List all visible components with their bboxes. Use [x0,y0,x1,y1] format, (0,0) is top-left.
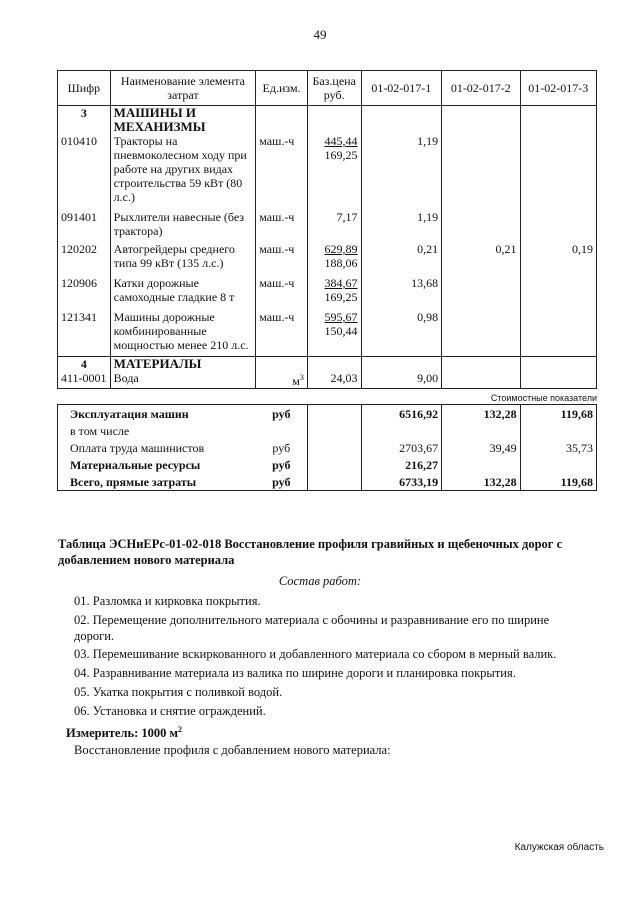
summary-value-1: 216,27 [361,456,442,473]
row-value-2 [442,134,520,210]
summary-value-1: 6516,92 [361,405,442,423]
section-title: МАШИНЫ И МЕХАНИЗМЫ [110,106,256,135]
summary-value-1: 2703,67 [361,439,442,456]
row-unit: $м^3$ [256,371,308,389]
row-value-3 [520,134,596,210]
table-row [58,210,597,242]
summary-value-1: 6733,19 [361,473,442,491]
summary-label: Материальные ресурсы [58,456,256,473]
work-item: 01. Разломка и кирковка покрытия. [74,594,261,608]
row-value-2 [442,210,520,242]
row-value-2 [442,310,520,356]
row-name: Тракторы на пневмоколесном ходу при работе на других видах строительства 59 кВт (80 л.с.) [110,134,256,210]
row-unit: маш.-ч [256,134,308,210]
footer-region: Калужская область [514,842,604,853]
row-unit: маш.-ч [256,310,308,356]
row-price-labor: 188,06 [324,256,358,270]
row-code: 091401 [58,210,111,242]
row-value-2 [442,276,520,310]
row-value-1: 0,21 [361,242,442,276]
header-col1: 01-02-017-1 [361,71,442,106]
section-number: 3 [58,106,111,135]
summary-value-3: 119,68 [520,473,596,491]
row-value-2: 0,21 [442,242,520,276]
resource-table [57,70,597,389]
description: Восстановление профиля с добавлением нового материала: [74,743,391,757]
summary-value-3: 35,73 [520,439,596,456]
row-code: 411-0001 [58,371,111,389]
row-value-1: 1,19 [361,210,442,242]
header-code: Шифр [58,71,111,106]
row-price: 445,44 [324,134,358,148]
work-item: 06. Установка и снятие ограждений. [74,704,266,718]
summary-value-2: 132,28 [442,473,520,491]
row-value-3: 0,19 [520,242,596,276]
page-number: 49 [313,27,327,42]
work-item: 05. Укатка покрытия с поливкой водой. [74,685,283,699]
row-price: 384,67 [324,276,358,290]
row-value-1: 0,98 [361,310,442,356]
summary-unit: руб [272,441,291,455]
table-row [58,242,597,276]
row-value-3 [520,210,596,242]
header-col3: 01-02-017-3 [520,71,596,106]
summary-unit: руб [272,407,291,421]
table-title: Таблица ЭСНиЕРс-01-02-018 Восстановление профиля гравийных и щебеночных дорог с добавлением нового материала [58,537,563,567]
row-code: 120906 [58,276,111,310]
row-value-3 [520,310,596,356]
summary-row [58,473,597,491]
row-name: Машины дорожные комбинированные мощностью менее 210 л.с. [110,310,256,356]
row-value-1: 9,00 [361,371,442,389]
summary-table [57,404,597,491]
table-header-row [58,71,597,106]
summary-label: Всего, прямые затраты [58,473,256,491]
summary-label: Оплата труда машинистов [58,439,256,456]
work-item: 04. Разравнивание материала из валика по ширине дороги и планировка покрытия. [74,666,516,680]
work-item: 03. Перемешивание вскиркованного и добавленного материала со сбором в мерный валик. [74,647,557,661]
measure-unit: Измеритель: 1000 $м^2$ [66,725,183,741]
section-row [58,106,597,135]
summary-row [58,405,597,423]
row-name: Рыхлители навесные (без трактора) [110,210,256,242]
summary-row [58,439,597,456]
composition-heading: Состав работ: [278,574,362,588]
summary-value-2: 132,28 [442,405,520,423]
row-unit: маш.-ч [256,242,308,276]
row-value-3 [520,276,596,310]
table-row [58,371,597,389]
row-code: 121341 [58,310,111,356]
row-code: 010410 [58,134,111,210]
table-row [58,310,597,356]
row-price: 595,67 [324,310,358,324]
row-price-labor: 169,25 [324,290,358,304]
summary-unit: руб [272,458,291,472]
table-row [58,134,597,210]
header-name: Наименование элемента затрат [110,71,256,106]
header-col2: 01-02-017-2 [442,71,520,106]
row-code: 120202 [58,242,111,276]
section-title: МАТЕРИАЛЫ [110,356,256,371]
summary-row [58,456,597,473]
summary-value-2: 39,49 [442,439,520,456]
summary-label: Эксплуатация машин [58,405,256,423]
work-item: 02. Перемещение дополнительного материала с обочины и разравнивание его по ширине дороги. [74,613,550,643]
header-base-price: Баз.цена руб. [307,71,361,106]
row-value-1: 13,68 [361,276,442,310]
row-unit: маш.-ч [256,276,308,310]
row-price-labor: 169,25 [324,148,358,162]
row-name: Вода [110,371,256,389]
summary-unit: руб [272,475,291,489]
row-name: Катки дорожные самоходные гладкие 8 т [110,276,256,310]
summary-value-3: 119,68 [520,405,596,423]
table-row [58,276,597,310]
section-number: 4 [58,356,111,371]
section-row [58,356,597,371]
row-price-labor: 150,44 [324,324,358,338]
summary-label: в том числе [58,422,256,439]
row-price: 24,03 [307,371,361,389]
row-unit: маш.-ч [256,210,308,242]
header-unit: Ед.изм. [256,71,308,106]
row-name: Автогрейдеры среднего типа 99 кВт (135 л.с.) [110,242,256,276]
row-price: 629,89 [324,242,358,256]
row-value-1: 1,19 [361,134,442,210]
summary-row [58,422,597,439]
cost-indicators-label: Стоимостные показатели [490,393,597,403]
row-price: 7,17 [336,210,358,224]
